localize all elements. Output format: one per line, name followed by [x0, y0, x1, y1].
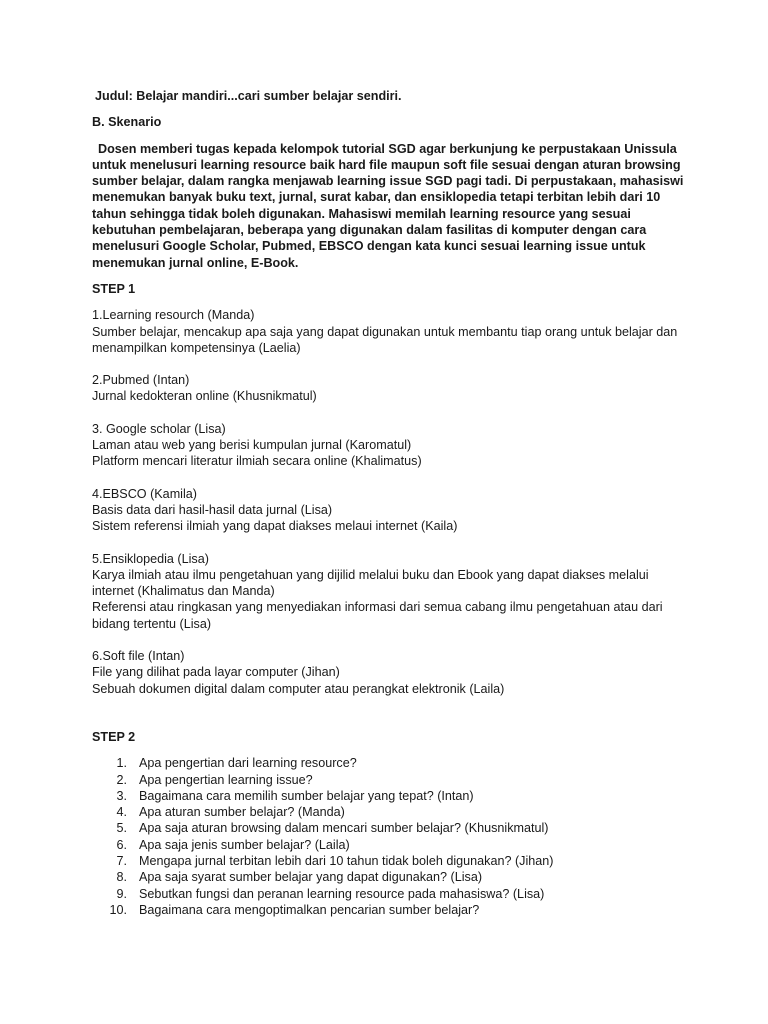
step1-definition: Referensi atau ringkasan yang menyediakan informasi dari semua cabang ilmu pengetahuan atau dari bidang tertentu (Lisa) [92, 600, 663, 631]
step1-definition: Karya ilmiah atau ilmu pengetahuan yang dijilid melalui buku dan Ebook yang dapat diakses melalui internet (Khalimatus dan Manda) [92, 567, 649, 599]
question-number: 1. [116, 756, 127, 771]
scenario-heading: B. Skenario [92, 115, 162, 130]
question-item [92, 902, 688, 918]
step1-definition: Platform mencari literatur ilmiah secara online (Khalimatus) [92, 454, 422, 469]
question-item [92, 772, 688, 788]
question-item [92, 755, 688, 771]
step1-definition: Sumber belajar, mencakup apa saja yang dapat digunakan untuk membantu tiap orang untuk belajar dan menampilkan kompetensinya (Laelia) [92, 324, 678, 355]
question-number: 6. [116, 837, 127, 852]
step2-question-list [92, 755, 688, 918]
step2-heading: STEP 2 [92, 729, 136, 744]
step1-definition: Sebuah dokumen digital dalam computer atau perangkat elektronik (Laila) [92, 681, 505, 696]
question-item [92, 869, 688, 885]
step1-item [92, 486, 688, 535]
step1-definition: Basis data dari hasil-hasil data jurnal (Lisa) [92, 502, 333, 517]
step1-term: 1.Learning resourch (Manda) [92, 308, 255, 323]
step1-definition: File yang dilihat pada layar computer (Jihan) [92, 665, 340, 680]
question-item [92, 886, 688, 902]
step1-heading: STEP 1 [92, 281, 136, 296]
step1-item [92, 551, 688, 632]
question-text: Bagaimana cara memilih sumber belajar yang tepat? (Intan) [139, 788, 474, 803]
question-item [92, 804, 688, 820]
question-item [92, 820, 688, 836]
question-number: 10. [109, 902, 127, 917]
question-text: Apa pengertian learning issue? [139, 772, 313, 787]
step1-item [92, 372, 688, 405]
question-item [92, 788, 688, 804]
question-number: 9. [116, 886, 127, 901]
step1-term: 3. Google scholar (Lisa) [92, 421, 226, 436]
step1-term: 4.EBSCO (Kamila) [92, 486, 197, 501]
step1-item [92, 421, 688, 470]
question-number: 8. [116, 870, 127, 885]
step1-definition: Jurnal kedokteran online (Khusnikmatul) [92, 389, 317, 404]
step1-item [92, 648, 688, 697]
question-number: 4. [116, 805, 127, 820]
step1-definition: Laman atau web yang berisi kumpulan jurnal (Karomatul) [92, 438, 412, 453]
scenario-paragraph: Dosen memberi tugas kepada kelompok tutorial SGD agar berkunjung ke perpustakaan Unissula untuk menelusuri learning resource baik hard file maupun soft file sesuai dengan aturan browsing sumber belajar, dalam rangka menjawab learning issue SGD pagi tadi. Di perpustakaan, mahasiswi menemukan banyak buku text, jurnal, surat kabar, dan ensiklopedia tetapi terbitan lebih dari 10 tahun sehingga tidak boleh digunakan. Mahasiswi memilah learning resource yang sesuai kebutuhan pembelajaran, beberapa yang digunakan dalam fasilitas di komputer dengan cara menelusuri Google Scholar, Pubmed, EBSCO dengan kata kunci sesuai learning issue untuk menemukan jurnal online, E-Book. [92, 141, 684, 270]
question-text: Mengapa jurnal terbitan lebih dari 10 tahun tidak boleh digunakan? (Jihan) [139, 853, 554, 868]
step1-list [92, 307, 688, 697]
question-number: 2. [116, 772, 127, 787]
question-text: Apa saja syarat sumber belajar yang dapat digunakan? (Lisa) [139, 870, 483, 885]
question-text: Apa pengertian dari learning resource? [139, 756, 357, 771]
question-text: Sebutkan fungsi dan peranan learning resource pada mahasiswa? (Lisa) [139, 886, 545, 901]
question-number: 3. [116, 788, 127, 803]
question-number: 7. [116, 853, 127, 868]
question-item [92, 837, 688, 853]
question-text: Apa saja jenis sumber belajar? (Laila) [139, 837, 350, 852]
step1-term: 2.Pubmed (Intan) [92, 373, 190, 388]
question-text: Bagaimana cara mengoptimalkan pencarian sumber belajar? [139, 902, 480, 917]
question-item [92, 853, 688, 869]
question-number: 5. [116, 821, 127, 836]
step1-item [92, 307, 688, 356]
question-text: Apa saja aturan browsing dalam mencari sumber belajar? (Khusnikmatul) [139, 821, 549, 836]
step1-definition: Sistem referensi ilmiah yang dapat diakses melaui internet (Kaila) [92, 519, 458, 534]
document-title: Judul: Belajar mandiri...cari sumber belajar sendiri. [95, 89, 402, 103]
step1-term: 5.Ensiklopedia (Lisa) [92, 551, 209, 566]
question-text: Apa aturan sumber belajar? (Manda) [139, 805, 345, 820]
step1-term: 6.Soft file (Intan) [92, 649, 185, 664]
